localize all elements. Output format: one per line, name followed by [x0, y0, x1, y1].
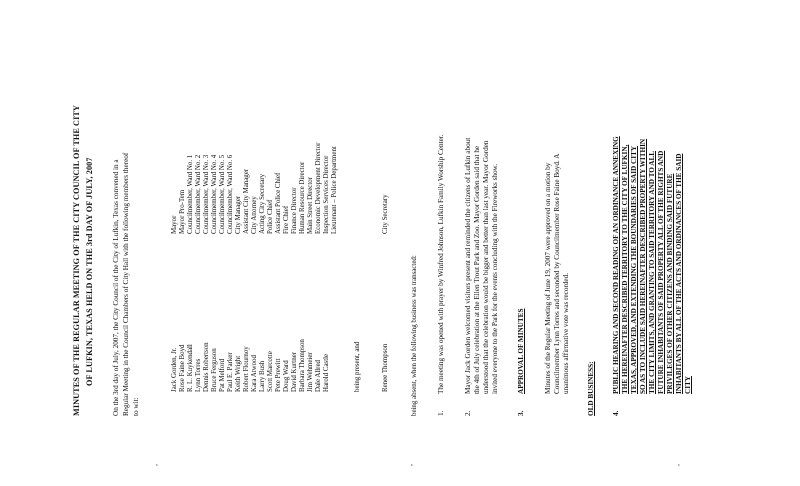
intro-line-3: to wit:	[132, 397, 140, 416]
approval-line: Councilmember Lynn Torres and seconded by Councilmember Rose Faine Boyd. A	[553, 153, 561, 394]
item-4-line: THE CITY LIMITS, AND GRANTING TO SAID TERRITORY AND TO ALL	[648, 150, 656, 394]
attendee-title: Economic Development Director	[315, 142, 322, 234]
item-4-line: THE HEREINAFTER DESCRIBED TERRITORY TO THE CITY OF LUFKIN,	[621, 144, 629, 394]
attendee-name: Pete Prewitt	[275, 358, 282, 392]
attendee-title: Councilmember, Ward No. 2	[195, 154, 202, 234]
attendee-name: Robert Flournoy	[243, 346, 250, 392]
attendee-title: City Attorney	[251, 196, 258, 234]
approval-line: Minutes of the Regular Meeting of June 19, 2007 were approved on a motion by	[544, 162, 552, 394]
attendee-name: Bruce Ferguson	[211, 348, 218, 392]
item-4-line: PRIVILEGES OF OTHER CITIZENS AND BINDING SAID FUTURE	[666, 173, 674, 394]
item-number: 3.	[517, 410, 525, 416]
attendee-title: Councilmember, Ward No. 6	[227, 154, 234, 234]
attendee-name: Larry Bush	[259, 360, 266, 392]
being-absent-text: being absent, when the following business was transacted:	[411, 255, 418, 416]
absent-member-name: Renee Thompson	[382, 343, 389, 392]
item-4-line: CITY	[684, 376, 692, 394]
attendee-title: Councilmember, Ward No. 1	[187, 154, 194, 234]
attendee-name: Dennis Robertson	[203, 342, 210, 392]
item-number: 1.	[437, 410, 445, 416]
attendee-title: Fire Chief	[283, 205, 290, 234]
absent-member-title: City Secretary	[382, 194, 389, 234]
attendee-title: Inspection Services Director	[323, 155, 330, 234]
attendee-title: Human Resource Director	[299, 161, 306, 234]
attendee-title: City Manager	[235, 195, 242, 234]
attendee-name: Barbara Thompson	[299, 339, 306, 392]
margin-mark: ,	[405, 464, 414, 466]
attendee-title: Councilmember, Ward No. 4	[211, 154, 218, 234]
margin-mark: ,	[672, 464, 681, 466]
title-line-2: OF LUFKIN, TEXAS HELD ON THE 3rd DAY OF JULY, 2007	[85, 157, 94, 386]
item-1-line: The meeting was opened with prayer by Winfred Johnson, Lufkin Family Worship Center.	[437, 134, 445, 394]
item-2-line: the 4th of July celebration at the Ellen Trout Park and Zoo. Mayor Gorden said that he	[473, 145, 481, 394]
attendee-title: Councilmember, Ward No. 5	[219, 154, 226, 234]
item-2-line: understood that the celebration would be bigger and better than last year. Mayor Gorden	[482, 140, 490, 394]
attendee-name: Harold Castle	[323, 353, 330, 392]
item-number: 2.	[464, 410, 472, 416]
attendee-name: Keith Wright	[235, 355, 242, 392]
attendee-name: Rose Faine Boyd	[179, 344, 186, 392]
title-line-1: MINUTES OF THE REGULAR MEETING OF THE CITY COUNCIL OF THE CITY	[72, 105, 81, 416]
attendee-title: Main Street Director	[307, 176, 314, 234]
approval-line: unanimous affirmative vote was recorded.	[562, 272, 570, 394]
attendee-title: Acting City Secretary	[259, 173, 266, 234]
attendee-name: Dale Allred	[315, 360, 322, 392]
margin-mark: ,	[150, 464, 159, 466]
attendee-name: R. L. Kuykendall	[187, 344, 194, 392]
attendee-name: David Kurtner	[291, 352, 298, 392]
item-2-line: invited everyone to the Park for the events concluding with the Fireworks show.	[491, 163, 499, 394]
intro-line-2: Regular Meeting in the Council Chambers of City Hall with the following members thereof	[122, 152, 130, 416]
attendee-name: Doug Ward	[283, 360, 290, 392]
intro-line-1: On the 3rd day of July, 2007, the City Council of the City of Lufkin, Texas convened in a	[112, 159, 120, 416]
attendee-title: Police Chief	[267, 199, 274, 234]
attendee-name: Pat Melford	[219, 358, 226, 392]
attendee-name: Jack Gorden, Jr.	[171, 347, 178, 392]
approval-heading: APPROVAL OF MINUTES	[517, 308, 525, 394]
attendee-name: Lynn Torres	[195, 358, 202, 392]
attendee-title: Mayor Pro-Tem	[179, 189, 186, 234]
attendee-title: Finance Director	[291, 187, 298, 234]
item-4-line: INHABITANTS BY ALL OF THE ACTS AND ORDINANCES OF THE SAID	[675, 153, 683, 394]
attendee-title: Lieutenant – Police Department	[331, 146, 338, 234]
attendee-name: Kara Atwood	[251, 355, 258, 392]
item-number: 4.	[612, 410, 620, 416]
attendee-title: Assistant Police Chief	[275, 172, 282, 234]
attendee-name: Jim Wehmeier	[307, 352, 314, 392]
old-business-heading: OLD BUSINESS:	[587, 361, 595, 416]
attendee-title: Mayor	[171, 215, 178, 234]
being-present-text: being present, and	[354, 341, 361, 392]
item-2-line: Mayor Jack Gorden welcomed visitors present and reminded the citizens of Lufkin about	[464, 137, 472, 394]
item-4-line: PUBLIC HEARING AND SECOND READING OF AN ORDINANCE ANNEXING	[612, 136, 620, 394]
attendee-title: Councilmember, Ward No. 3	[203, 154, 210, 234]
item-4-line: FUTURE INHABITANTS OF SAID PROPERTY ALL OF THE RIGHTS AND	[657, 150, 665, 394]
item-4-line: TEXAS, APPROVED, AND EXTENDING THE BOUNDARIES OF SAID CITY	[630, 145, 638, 394]
attendee-name: Paul E. Parker	[227, 352, 234, 392]
attendee-name: Scott Marcotte	[267, 351, 274, 392]
item-4-line: SO AS TO INCLUDE SAID HEREINAFTER DESCRIBED PROPERTY WITHIN	[639, 138, 647, 394]
attendee-title: Assistant City Manager	[243, 168, 250, 234]
